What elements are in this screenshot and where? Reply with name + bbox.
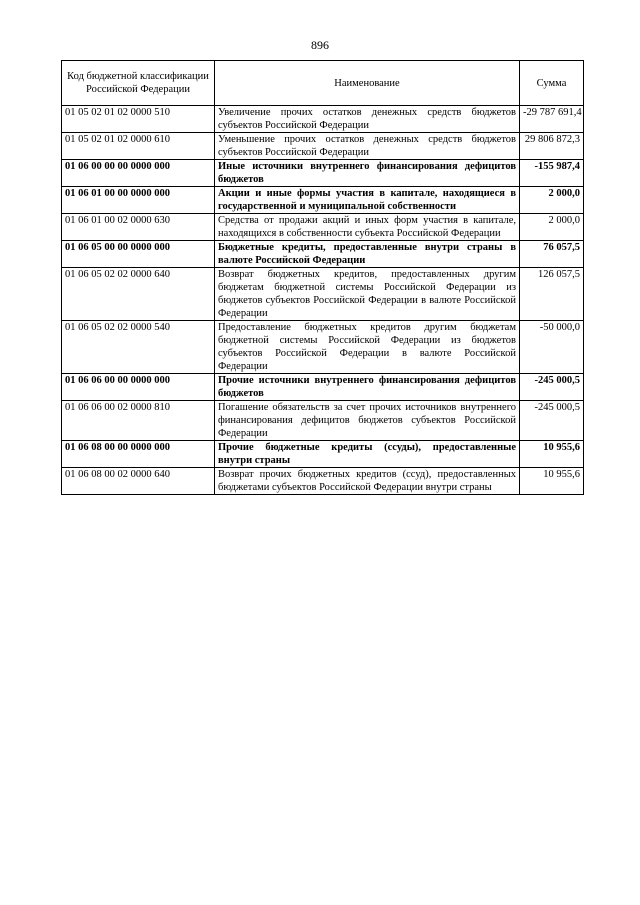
row-sum: 2 000,0 xyxy=(520,214,584,241)
row-sum: 76 057,5 xyxy=(520,241,584,268)
header-name: Наименование xyxy=(215,61,520,106)
row-code: 01 06 06 00 02 0000 810 xyxy=(62,401,215,441)
table-row xyxy=(62,106,584,133)
row-sum: 10 955,6 xyxy=(520,468,584,495)
row-code: 01 06 05 00 00 0000 000 xyxy=(62,241,215,268)
row-name: Возврат прочих бюджетных кредитов (ссуд), предоставленных бюджетами субъектов Российской Федерации внутри страны xyxy=(215,468,520,495)
row-code: 01 06 06 00 00 0000 000 xyxy=(62,374,215,401)
row-name: Увеличение прочих остатков денежных средств бюджетов субъектов Российской Федерации xyxy=(215,106,520,133)
budget-sources-table xyxy=(61,60,584,495)
table-row xyxy=(62,401,584,441)
row-sum: -245 000,5 xyxy=(520,374,584,401)
row-code: 01 06 05 02 02 0000 540 xyxy=(62,321,215,374)
row-name: Акции и иные формы участия в капитале, находящиеся в государственной и муниципальной собственности xyxy=(215,187,520,214)
row-sum: 2 000,0 xyxy=(520,187,584,214)
row-code: 01 05 02 01 02 0000 610 xyxy=(62,133,215,160)
table-row xyxy=(62,374,584,401)
row-code: 01 06 00 00 00 0000 000 xyxy=(62,160,215,187)
row-code: 01 05 02 01 02 0000 510 xyxy=(62,106,215,133)
row-sum: -245 000,5 xyxy=(520,401,584,441)
table-header-row xyxy=(62,61,584,106)
row-sum: -155 987,4 xyxy=(520,160,584,187)
page-number: 896 xyxy=(311,38,329,52)
row-code: 01 06 01 00 00 0000 000 xyxy=(62,187,215,214)
row-name: Погашение обязательств за счет прочих источников внутреннего финансирования дефицитов бюджетов субъектов Российской Федерации xyxy=(215,401,520,441)
row-sum: -50 000,0 xyxy=(520,321,584,374)
row-name: Средства от продажи акций и иных форм участия в капитале, находящихся в собственности субъекта Российской Федерации xyxy=(215,214,520,241)
row-sum: 126 057,5 xyxy=(520,268,584,321)
table-row xyxy=(62,441,584,468)
table-body xyxy=(62,106,584,495)
row-name: Уменьшение прочих остатков денежных средств бюджетов субъектов Российской Федерации xyxy=(215,133,520,160)
header-sum: Сумма xyxy=(520,61,584,106)
row-name: Прочие бюджетные кредиты (ссуды), предоставленные внутри страны xyxy=(215,441,520,468)
row-name: Прочие источники внутреннего финансирования дефицитов бюджетов xyxy=(215,374,520,401)
table-row xyxy=(62,214,584,241)
row-name: Иные источники внутреннего финансирования дефицитов бюджетов xyxy=(215,160,520,187)
table-row xyxy=(62,268,584,321)
row-sum: 10 955,6 xyxy=(520,441,584,468)
header-code: Код бюджетной классификации Российской Федерации xyxy=(62,61,215,106)
table-row xyxy=(62,160,584,187)
table-row xyxy=(62,321,584,374)
row-code: 01 06 08 00 02 0000 640 xyxy=(62,468,215,495)
row-name: Бюджетные кредиты, предоставленные внутри страны в валюте Российской Федерации xyxy=(215,241,520,268)
row-name: Возврат бюджетных кредитов, предоставленных другим бюджетам бюджетной системы Российской Федерации из бюджетов субъектов Российской Федерации в валюте Российской Федерации xyxy=(215,268,520,321)
row-name: Предоставление бюджетных кредитов другим бюджетам бюджетной системы Российской Федерации из бюджетов субъектов Российской Федерации в валюте Российской Федерации xyxy=(215,321,520,374)
table-row xyxy=(62,187,584,214)
table-row xyxy=(62,133,584,160)
row-sum: -29 787 691,4 xyxy=(520,106,584,133)
table-row xyxy=(62,241,584,268)
table-row xyxy=(62,468,584,495)
row-code: 01 06 05 02 02 0000 640 xyxy=(62,268,215,321)
row-sum: 29 806 872,3 xyxy=(520,133,584,160)
row-code: 01 06 01 00 02 0000 630 xyxy=(62,214,215,241)
row-code: 01 06 08 00 00 0000 000 xyxy=(62,441,215,468)
